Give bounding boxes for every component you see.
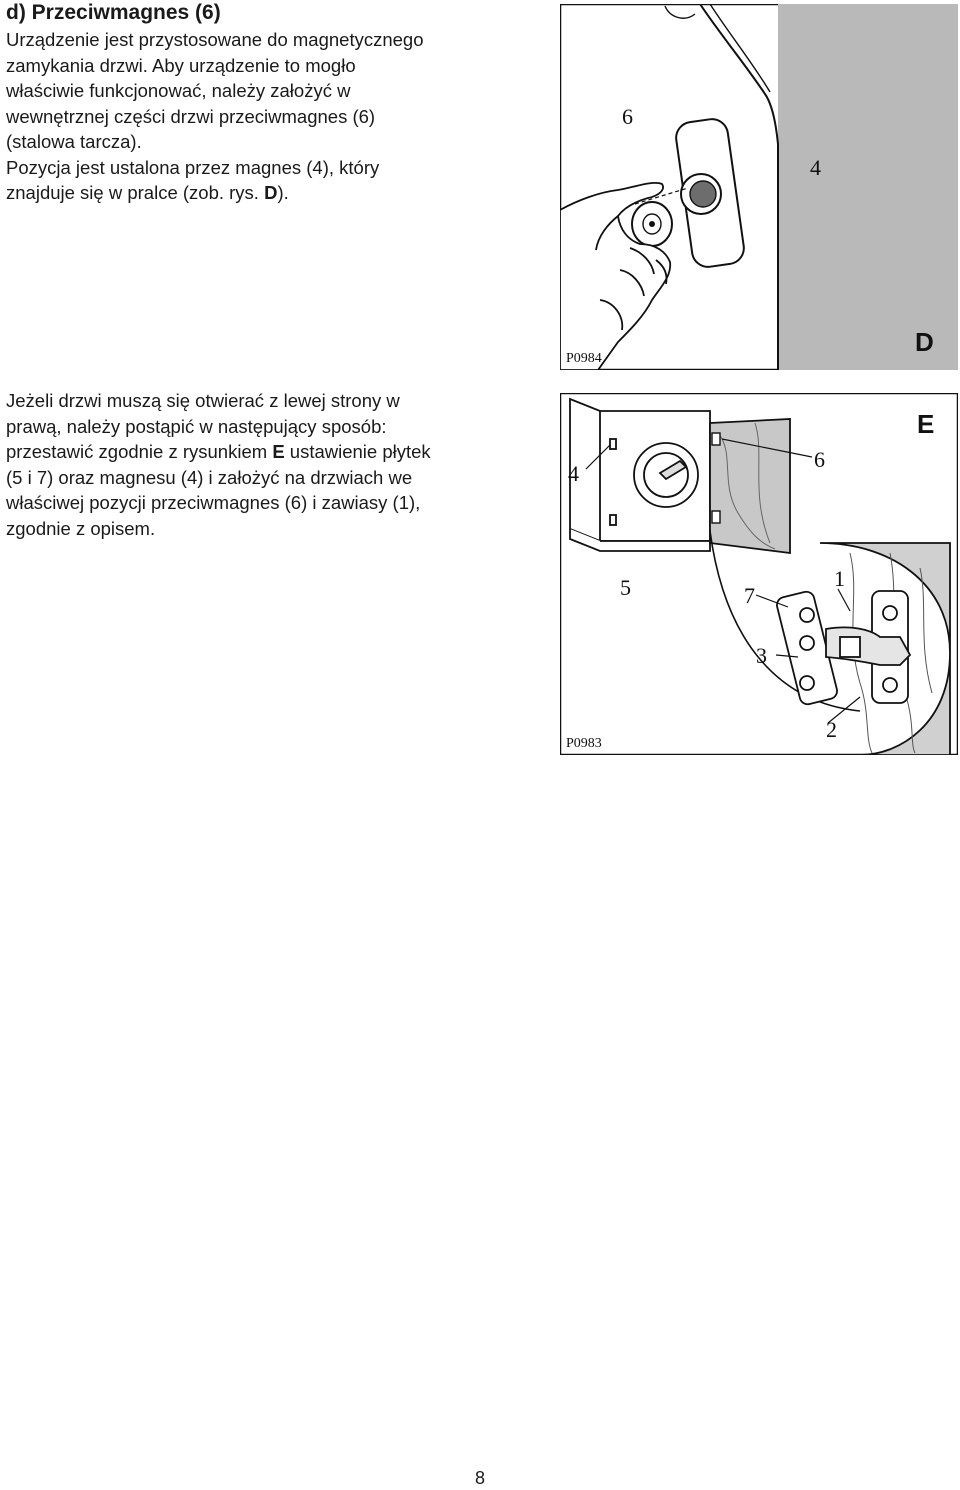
paragraph-door-reversal xyxy=(6,388,536,541)
label-plate-lower: 5 xyxy=(620,575,631,600)
para1-line: Urządzenie jest przystosowane do magnetycznego xyxy=(6,29,424,50)
label-magnet: 4 xyxy=(810,155,821,180)
label-hinge-arm: 2 xyxy=(826,717,837,742)
figure-d-counter-magnet xyxy=(560,4,958,370)
section-heading: d) Przeciwmagnes (6) xyxy=(6,1,221,24)
para2-line: (5 i 7) oraz magnesu (4) i założyć na drzwiach we xyxy=(6,466,413,488)
figure-d-code: P0984 xyxy=(566,351,602,366)
para1-line: Pozycja jest ustalona przez magnes (4), który xyxy=(6,156,380,178)
para2-line: prawą, należy postąpić w następujący sposób: xyxy=(6,415,387,437)
figure-e-code: P0983 xyxy=(566,736,602,751)
para2-line: przestawić zgodnie z rysunkiem xyxy=(6,441,273,462)
para1-line: (stalowa tarcza). xyxy=(6,131,142,152)
para2-line: zgodnie z opisem. xyxy=(6,517,156,539)
washer-cabinet xyxy=(570,399,710,551)
para2-line: właściwej pozycji przeciwmagnes (6) i zawiasy (1), xyxy=(6,492,421,513)
label-counter-magnet: 6 xyxy=(814,447,825,472)
counter-magnet-disc xyxy=(632,202,672,246)
label-plate: 7 xyxy=(744,583,755,608)
figure-e-letter: E xyxy=(917,409,935,439)
page-number: 8 xyxy=(474,1468,485,1488)
para1-line: znajduje się w pralce (zob. rys. xyxy=(6,182,265,203)
para2-line: Jeżeli drzwi muszą się otwierać z lewej strony w xyxy=(6,390,400,411)
label-magnet: 4 xyxy=(568,461,579,486)
para2-line-cont: ustawienie płytek xyxy=(284,441,431,462)
label-counter-magnet: 6 xyxy=(622,104,633,129)
figure-ref-d: D xyxy=(264,182,278,203)
label-hinge: 1 xyxy=(834,566,845,591)
paragraph-counter-magnet xyxy=(6,27,536,206)
para1-line: właściwie funkcjonować, należy założyć w xyxy=(6,80,351,101)
para1-line: zamykania drzwi. Aby urządzenie to mogło xyxy=(6,54,356,76)
figure-d-letter: D xyxy=(915,327,934,357)
figure-ref-e: E xyxy=(272,441,285,462)
para1-end: ). xyxy=(277,182,289,203)
label-screw: 3 xyxy=(756,643,767,668)
figure-e-door-reversal xyxy=(560,393,958,755)
para1-line: wewnętrznej części drzwi przeciwmagnes (6) xyxy=(6,105,376,127)
